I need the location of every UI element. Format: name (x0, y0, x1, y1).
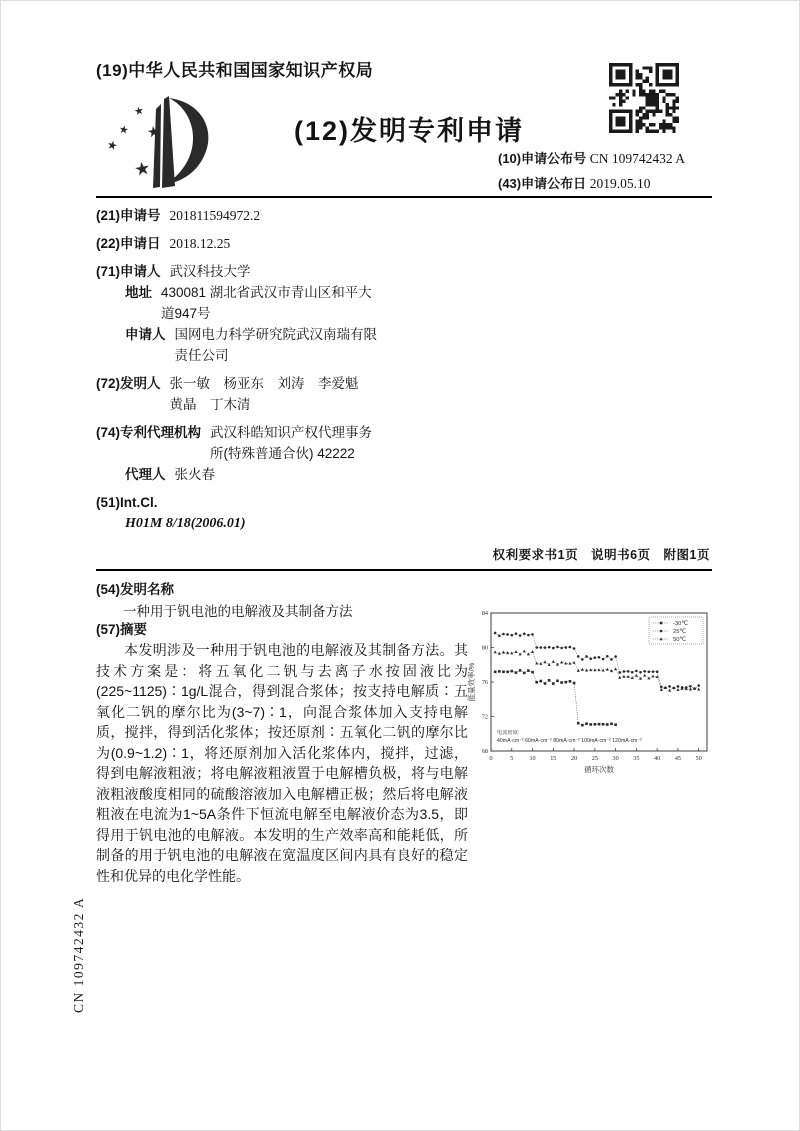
patent-office-name: (19)中华人民共和国国家知识产权局 (96, 61, 374, 80)
svg-text:循环次数: 循环次数 (584, 765, 614, 774)
svg-text:30: 30 (612, 755, 619, 762)
svg-text:★: ★ (132, 157, 153, 182)
logo-tower-main (162, 96, 175, 188)
publication-date-line (498, 173, 716, 192)
pub-date-label: (43)申请公布日 (498, 176, 587, 191)
abstract-figure-chart (467, 599, 719, 791)
agency-value: 武汉科皓知识产权代理事务 所(特殊普通合伙) 42222 (210, 425, 373, 461)
agent-label: 代理人 (125, 467, 166, 482)
cnipa-logo (101, 93, 223, 193)
header-divider-rule (96, 196, 712, 198)
applicant-field (96, 261, 474, 282)
svg-text:★: ★ (105, 137, 120, 154)
svg-text:能量效率/%: 能量效率/% (467, 662, 476, 702)
applicant-value: 武汉科技大学 (169, 264, 251, 279)
svg-text:10: 10 (529, 755, 536, 762)
svg-text:50℃: 50℃ (673, 637, 686, 643)
applicant-label: (71)申请人 (96, 264, 161, 279)
abstract-section-label-wrap (96, 618, 147, 639)
pub-no-label: (10)申请公布号 (498, 151, 587, 166)
address-label: 地址 (125, 285, 152, 300)
logo-tower-side (153, 104, 161, 188)
side-publication-code: CN 109742432 A (71, 896, 86, 1013)
document-type-title: (12)发明专利申请 (294, 116, 525, 146)
qr-code-icon (609, 63, 679, 133)
address-value: 430081 湖北省武汉市青山区和平大 道947号 (161, 285, 372, 321)
application-number-field (96, 205, 474, 226)
inventors-label: (72)发明人 (96, 376, 161, 391)
svg-text:-30℃: -30℃ (673, 621, 688, 627)
svg-text:80: 80 (481, 644, 488, 652)
logo-stars (105, 104, 161, 181)
svg-text:★: ★ (132, 103, 146, 119)
int-cl-value: H01M 8/18(2006.01) (125, 516, 246, 531)
co-applicant-label: 申请人 (125, 327, 166, 342)
svg-text:25℃: 25℃ (673, 629, 686, 635)
svg-text:76: 76 (481, 679, 488, 687)
co-applicant-field (96, 324, 474, 366)
pub-date-value: 2019.05.10 (589, 176, 651, 191)
invention-title-section (96, 578, 476, 622)
application-date-value: 2018.12.25 (169, 236, 231, 251)
svg-text:45: 45 (674, 755, 682, 762)
svg-text:0: 0 (489, 755, 493, 762)
svg-text:15: 15 (550, 755, 557, 762)
invention-title: 一种用于钒电池的电解液及其制备方法 (123, 604, 353, 619)
application-date-field (96, 233, 474, 254)
agent-field (96, 464, 474, 485)
svg-text:★: ★ (117, 122, 130, 138)
publication-number-line (498, 148, 716, 167)
section-divider-rule (96, 569, 712, 571)
svg-text:40: 40 (654, 755, 661, 762)
application-number-value: 201811594972.2 (169, 208, 261, 223)
svg-text:68: 68 (481, 748, 488, 756)
abstract-label: (57)摘要 (96, 622, 148, 637)
int-cl-label: (51)Int.Cl. (96, 495, 158, 510)
bibliographic-data (96, 205, 474, 534)
svg-text:84: 84 (481, 610, 488, 618)
address-field (96, 282, 474, 324)
inventors-value: 张一敏 杨亚东 刘涛 李爱魁 黄晶 丁木清 (169, 376, 359, 412)
svg-text:35: 35 (633, 755, 640, 762)
application-date-label: (22)申请日 (96, 236, 161, 251)
svg-text:电流密度:: 电流密度: (497, 730, 520, 736)
agency-field (96, 422, 474, 464)
invention-title-label: (54)发明名称 (96, 582, 175, 597)
svg-text:20: 20 (570, 755, 578, 762)
pub-no-value: CN 109742432 A (589, 151, 686, 166)
svg-text:40mA·cm⁻² 60mA·cm⁻² 80mA·cm⁻²: 40mA·cm⁻² 60mA·cm⁻² 80mA·cm⁻² 100mA·cm⁻² 120mA·cm⁻² (497, 738, 642, 744)
application-number-label: (21)申请号 (96, 208, 161, 223)
svg-text:25: 25 (591, 755, 598, 762)
abstract-text: 本发明涉及一种用于钒电池的电解液及其制备方法。其技术方案是：将五氧化二钒与去离子水按固液比为(225~1125)∶1g/L混合，得到混合浆体；按支持电解质∶五氧化二钒的摩尔比为(3~7)∶1，向混合浆体加入支持电解质，搅拌，得到活化浆体；按还原剂∶五氧化二钒的摩尔比为(0.9~1.2)∶1，将还原剂加入活化浆体内，搅拌，过滤，得到电解液粗液；将电解液粗液置于电解槽负极，将与电解液粗液酸度相同的硫酸溶液加入电解槽正极；然后将电解液粗液在电流为1~5A条件下恒流电解至电解液价态为3.5，即得用于钒电池的电解液。本发明的生产效率高和能耗低，所制备的用于钒电池的电解液在宽温度区间内具有良好的稳定性和优异的电化学性能。 (96, 642, 468, 884)
pages-info: 权利要求书1页 说明书6页 附图1页 (492, 548, 710, 562)
int-cl-class-field (96, 513, 474, 534)
inventors-field (96, 373, 474, 415)
svg-text:5: 5 (510, 755, 514, 762)
agency-label: (74)专利代理机构 (96, 425, 202, 440)
svg-text:50: 50 (695, 755, 702, 762)
svg-text:72: 72 (481, 713, 488, 721)
agent-value: 张火春 (174, 467, 215, 482)
co-applicant-value: 国网电力科学研究院武汉南瑞有限 责任公司 (174, 327, 377, 363)
svg-text:★: ★ (145, 121, 162, 142)
int-cl-field (96, 492, 474, 513)
